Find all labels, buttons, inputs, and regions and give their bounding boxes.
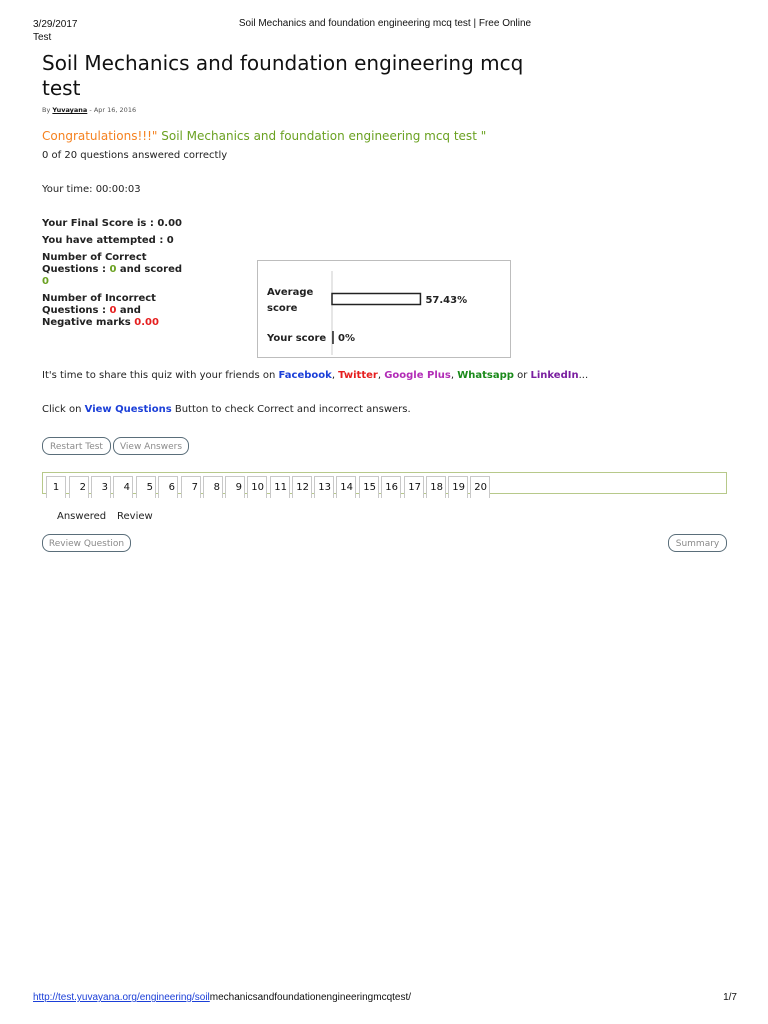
- share-message: It's time to share this quiz with your friends on Facebook, Twitter, Google Plus, Whatsapp or LinkedIn...: [42, 370, 589, 381]
- time-taken: Your time: 00:00:03: [42, 184, 141, 195]
- final-score: Your Final Score is : 0.00: [42, 218, 182, 229]
- google-plus-link[interactable]: Google Plus: [384, 370, 451, 381]
- print-title: Soil Mechanics and foundation engineering mcq test | Free Online: [238, 18, 532, 29]
- score-chart: [257, 260, 511, 358]
- chart-bar: [332, 294, 420, 305]
- footer-url-link[interactable]: http://test.yuvayana.org/engineering/soil: [33, 992, 210, 1003]
- question-number-15[interactable]: 15: [359, 476, 379, 498]
- question-number-7[interactable]: 7: [181, 476, 201, 498]
- question-number-10[interactable]: 10: [247, 476, 267, 498]
- chart-category-label: score: [267, 303, 298, 314]
- review-question-button[interactable]: Review Question: [42, 534, 131, 552]
- view-answers-button[interactable]: View Answers: [113, 437, 189, 455]
- question-number-19[interactable]: 19: [448, 476, 468, 498]
- correct-stats: Questions : 0 and scored: [42, 264, 183, 275]
- result-summary: 0 of 20 questions answered correctly: [42, 150, 228, 161]
- attempted-count: You have attempted : 0: [42, 235, 174, 246]
- chart-category-label: Average: [267, 287, 314, 298]
- whatsapp-link[interactable]: Whatsapp: [457, 370, 514, 381]
- linkedin-link[interactable]: LinkedIn: [530, 370, 579, 381]
- legend-review: Review: [117, 511, 153, 522]
- question-number-13[interactable]: 13: [314, 476, 334, 498]
- congratulations-message: Congratulations!!!" Soil Mechanics and foundation engineering mcq test ": [42, 129, 487, 143]
- restart-test-button[interactable]: Restart Test: [42, 437, 111, 455]
- byline: By Yuvayana - Apr 16, 2016: [42, 106, 137, 114]
- correct-label: Number of Correct: [42, 252, 147, 263]
- publish-date: Apr 16, 2016: [93, 106, 137, 114]
- question-number-2[interactable]: 2: [69, 476, 89, 498]
- author-link[interactable]: Yuvayana: [52, 106, 88, 114]
- question-number-14[interactable]: 14: [336, 476, 356, 498]
- correct-scored: 0: [42, 276, 49, 287]
- page-number: 1/7: [723, 992, 737, 1003]
- print-footer: http://test.yuvayana.org/engineering/soilmechanicsandfoundationengineeringmcqtest/ 1/7: [33, 992, 737, 1003]
- question-number-3[interactable]: 3: [91, 476, 111, 498]
- chart-category-label: Your score: [267, 333, 327, 344]
- chart-value-label: 57.43%: [425, 295, 468, 306]
- question-number-1[interactable]: 1: [46, 476, 66, 498]
- question-number-6[interactable]: 6: [158, 476, 178, 498]
- twitter-link[interactable]: Twitter: [338, 370, 378, 381]
- score-stats: [42, 218, 242, 329]
- question-number-11[interactable]: 11: [270, 476, 290, 498]
- question-number-16[interactable]: 16: [381, 476, 401, 498]
- chart-value-label: 0%: [338, 333, 355, 344]
- incorrect-stats: Questions : 0 and: [42, 305, 141, 316]
- question-number-5[interactable]: 5: [136, 476, 156, 498]
- negative-marks: Negative marks 0.00: [42, 317, 159, 328]
- question-number-4[interactable]: 4: [113, 476, 133, 498]
- print-date: 3/29/2017 Test: [33, 19, 78, 43]
- page-title: Soil Mechanics and foundation engineering mcq test: [42, 51, 524, 100]
- view-questions-link[interactable]: View Questions: [84, 404, 172, 415]
- question-number-8[interactable]: 8: [203, 476, 223, 498]
- question-number-12[interactable]: 12: [292, 476, 312, 498]
- legend-answered: Answered: [57, 511, 107, 522]
- question-number-18[interactable]: 18: [426, 476, 446, 498]
- incorrect-label: Number of Incorrect: [42, 293, 156, 304]
- question-number-20[interactable]: 20: [470, 476, 490, 498]
- question-number-9[interactable]: 9: [225, 476, 245, 498]
- question-number-17[interactable]: 17: [404, 476, 424, 498]
- view-questions-message: Click on View Questions Button to check Correct and incorrect answers.: [42, 404, 411, 415]
- score-chart-svg: [258, 261, 512, 359]
- summary-button[interactable]: Summary: [668, 534, 727, 552]
- facebook-link[interactable]: Facebook: [278, 370, 332, 381]
